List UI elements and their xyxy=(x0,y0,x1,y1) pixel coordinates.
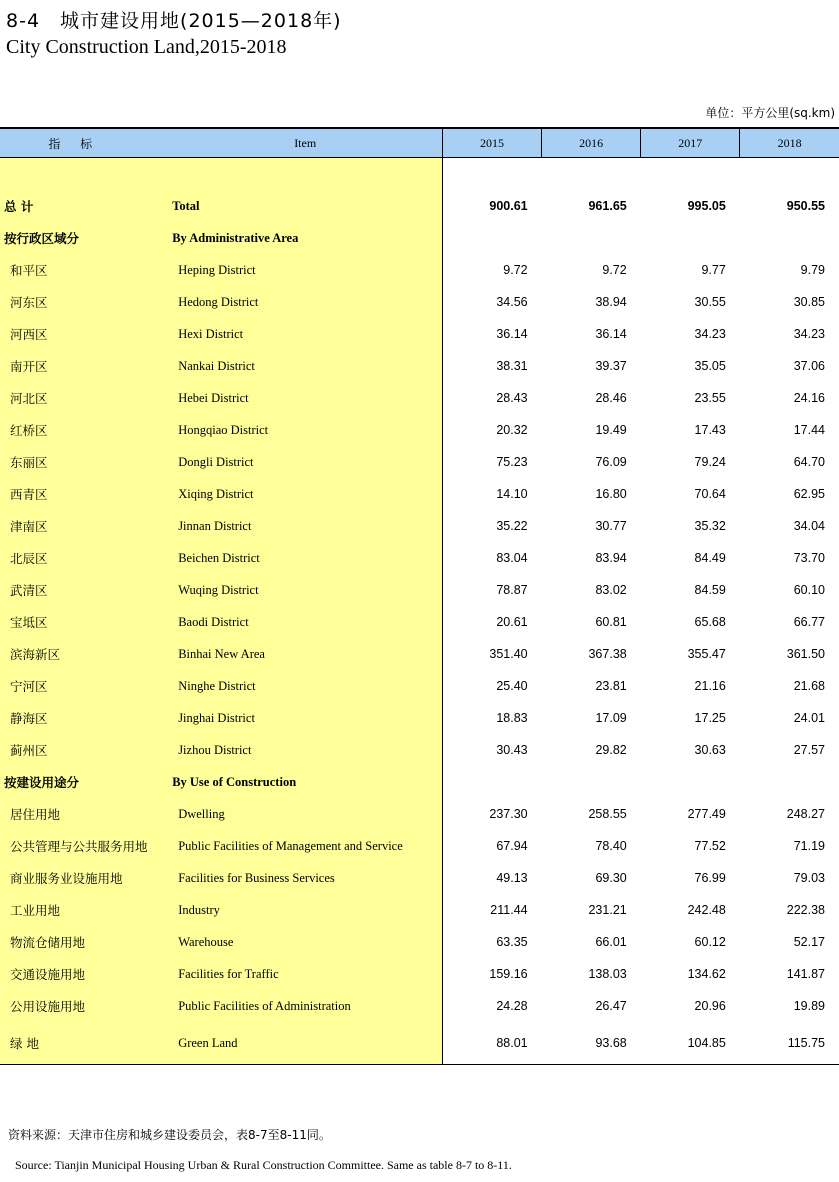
row-value-2018: 24.01 xyxy=(793,711,825,725)
header-indicator: 指 标 xyxy=(0,128,170,158)
row-value-2017: 65.68 xyxy=(694,615,726,629)
row-value-2018: 52.17 xyxy=(793,935,825,949)
table-row xyxy=(0,606,839,638)
row-value-2018 xyxy=(740,222,839,254)
row-label-en: Ninghe District xyxy=(170,670,442,702)
row-label-cn: 按建设用途分 xyxy=(0,766,170,798)
header-year: 2017 xyxy=(641,128,740,158)
row-value-2015: 28.43 xyxy=(496,391,528,405)
row-value-2015: 30.43 xyxy=(496,743,528,757)
row-label-en: Jinnan District xyxy=(170,510,442,542)
table-header xyxy=(0,128,839,158)
row-value-2015: 78.87 xyxy=(496,583,528,597)
row-value-2015: 9.72 xyxy=(503,263,528,277)
row-value-2015: 67.94 xyxy=(496,839,528,853)
row-value-2018: 30.85 xyxy=(793,295,825,309)
row-label-en: Nankai District xyxy=(170,350,442,382)
row-value-2018: 73.70 xyxy=(793,551,825,565)
row-label-en: Hexi District xyxy=(170,318,442,350)
row-value-2016: 29.82 xyxy=(595,743,627,757)
row-label-en: Green Land xyxy=(170,1022,442,1065)
row-value-2016: 258.55 xyxy=(588,807,627,821)
row-label-cn: 静海区 xyxy=(0,702,170,734)
row-value-2015 xyxy=(443,222,542,254)
row-value-2016: 16.80 xyxy=(595,487,627,501)
table-row xyxy=(0,702,839,734)
row-value-2015: 24.28 xyxy=(496,999,528,1013)
row-label-cn: 津南区 xyxy=(0,510,170,542)
table-row xyxy=(0,990,839,1022)
row-value-2017: 23.55 xyxy=(694,391,726,405)
row-value-2015: 88.01 xyxy=(443,1022,542,1065)
row-label-cn: 北辰区 xyxy=(0,542,170,574)
row-value-2015 xyxy=(443,766,542,798)
row-value-2017: 84.59 xyxy=(694,583,726,597)
row-value-2018: 64.70 xyxy=(793,455,825,469)
table-row xyxy=(0,222,839,254)
row-label-cn: 河西区 xyxy=(0,318,170,350)
row-label-cn: 按行政区域分 xyxy=(0,222,170,254)
row-value-2018: 34.23 xyxy=(793,327,825,341)
row-value-2017 xyxy=(641,766,740,798)
row-value-2018: 248.27 xyxy=(786,807,825,821)
row-value-2017: 79.24 xyxy=(694,455,726,469)
row-value-2018: 79.03 xyxy=(793,871,825,885)
row-value-2015: 900.61 xyxy=(489,199,528,213)
row-label-en: Heping District xyxy=(170,254,442,286)
table-row xyxy=(0,1022,839,1065)
row-value-2016: 231.21 xyxy=(588,903,627,917)
row-label-cn: 居住用地 xyxy=(0,798,170,830)
row-label-cn: 河东区 xyxy=(0,286,170,318)
row-label-cn: 东丽区 xyxy=(0,446,170,478)
table-row xyxy=(0,734,839,766)
row-value-2017: 20.96 xyxy=(694,999,726,1013)
row-label-en: By Use of Construction xyxy=(170,766,442,798)
row-value-2015: 159.16 xyxy=(489,967,528,981)
row-label-en: Hongqiao District xyxy=(170,414,442,446)
row-value-2017: 77.52 xyxy=(694,839,726,853)
table-row xyxy=(0,830,839,862)
row-label-cn: 河北区 xyxy=(0,382,170,414)
page-title-en: City Construction Land,2015-2018 xyxy=(6,36,287,58)
row-value-2018: 17.44 xyxy=(793,423,825,437)
row-value-2018: 60.10 xyxy=(793,583,825,597)
table-row xyxy=(0,766,839,798)
row-label-en: Jizhou District xyxy=(170,734,442,766)
row-value-2015: 35.22 xyxy=(496,519,528,533)
row-value-2016: 26.47 xyxy=(595,999,627,1013)
row-label-cn: 绿 地 xyxy=(0,1022,170,1065)
row-value-2018: 222.38 xyxy=(786,903,825,917)
row-label-en: Warehouse xyxy=(170,926,442,958)
row-value-2017 xyxy=(641,222,740,254)
row-value-2017: 70.64 xyxy=(694,487,726,501)
row-label-cn: 公用设施用地 xyxy=(0,990,170,1022)
table-row xyxy=(0,190,839,222)
row-label-en: Facilities for Traffic xyxy=(170,958,442,990)
table-row xyxy=(0,318,839,350)
row-value-2015: 25.40 xyxy=(496,679,528,693)
row-value-2018 xyxy=(740,766,839,798)
row-value-2018: 27.57 xyxy=(793,743,825,757)
row-label-en: Dwelling xyxy=(170,798,442,830)
row-value-2017: 9.77 xyxy=(701,263,726,277)
row-value-2017: 76.99 xyxy=(694,871,726,885)
header-year: 2015 xyxy=(443,128,542,158)
row-label-cn: 物流仓储用地 xyxy=(0,926,170,958)
row-value-2016: 36.14 xyxy=(595,327,627,341)
row-label-cn: 公共管理与公共服务用地 xyxy=(0,830,170,862)
row-value-2016 xyxy=(542,766,641,798)
row-label-cn: 商业服务业设施用地 xyxy=(0,862,170,894)
row-label-en: Wuqing District xyxy=(170,574,442,606)
row-value-2018: 66.77 xyxy=(793,615,825,629)
row-value-2015: 38.31 xyxy=(496,359,528,373)
row-value-2018: 141.87 xyxy=(786,967,825,981)
table-row xyxy=(0,638,839,670)
table-row xyxy=(0,798,839,830)
row-value-2015: 351.40 xyxy=(489,647,528,661)
header-year: 2018 xyxy=(740,128,839,158)
row-value-2015: 36.14 xyxy=(496,327,528,341)
row-label-en: Industry xyxy=(170,894,442,926)
row-value-2018: 21.68 xyxy=(793,679,825,693)
row-value-2017: 242.48 xyxy=(687,903,726,917)
row-label-cn: 宁河区 xyxy=(0,670,170,702)
row-value-2017: 35.05 xyxy=(694,359,726,373)
row-value-2016: 28.46 xyxy=(595,391,627,405)
row-value-2016: 19.49 xyxy=(595,423,627,437)
row-label-cn: 宝坻区 xyxy=(0,606,170,638)
row-value-2016: 66.01 xyxy=(595,935,627,949)
row-label-en: Hebei District xyxy=(170,382,442,414)
row-value-2016 xyxy=(542,222,641,254)
row-value-2017: 134.62 xyxy=(687,967,726,981)
header-year: 2016 xyxy=(542,128,641,158)
row-value-2016: 93.68 xyxy=(542,1022,641,1065)
table-row xyxy=(0,478,839,510)
row-label-cn: 红桥区 xyxy=(0,414,170,446)
row-value-2015: 14.10 xyxy=(496,487,528,501)
row-value-2016: 76.09 xyxy=(595,455,627,469)
row-value-2018: 950.55 xyxy=(786,199,825,213)
row-label-en: Total xyxy=(170,190,442,222)
table-row xyxy=(0,894,839,926)
table-row xyxy=(0,446,839,478)
row-value-2015: 49.13 xyxy=(496,871,528,885)
row-value-2016: 961.65 xyxy=(588,199,627,213)
row-value-2017: 21.16 xyxy=(694,679,726,693)
row-value-2015: 20.32 xyxy=(496,423,528,437)
table-row xyxy=(0,670,839,702)
row-value-2015: 20.61 xyxy=(496,615,528,629)
table-body xyxy=(0,158,839,1065)
row-value-2015: 83.04 xyxy=(496,551,528,565)
table-spacer-row xyxy=(0,158,839,191)
row-label-cn: 滨海新区 xyxy=(0,638,170,670)
row-value-2016: 83.02 xyxy=(595,583,627,597)
row-value-2017: 30.63 xyxy=(694,743,726,757)
row-value-2015: 211.44 xyxy=(490,903,528,917)
row-value-2018: 9.79 xyxy=(800,263,825,277)
row-label-cn: 西青区 xyxy=(0,478,170,510)
row-label-cn: 蓟州区 xyxy=(0,734,170,766)
row-value-2017: 17.43 xyxy=(694,423,726,437)
row-value-2017: 995.05 xyxy=(687,199,726,213)
row-value-2016: 23.81 xyxy=(595,679,627,693)
row-value-2015: 18.83 xyxy=(496,711,528,725)
row-label-en: Hedong District xyxy=(170,286,442,318)
row-label-cn: 武清区 xyxy=(0,574,170,606)
row-value-2015: 34.56 xyxy=(496,295,528,309)
data-table xyxy=(0,127,839,1065)
row-label-en: Binhai New Area xyxy=(170,638,442,670)
row-value-2017: 35.32 xyxy=(694,519,726,533)
row-label-en: Xiqing District xyxy=(170,478,442,510)
table-row xyxy=(0,958,839,990)
row-value-2018: 115.75 xyxy=(740,1022,839,1065)
unit-label: 单位：平方公里(sq.km) xyxy=(705,106,835,120)
row-label-en: Beichen District xyxy=(170,542,442,574)
row-value-2016: 60.81 xyxy=(595,615,627,629)
row-value-2016: 69.30 xyxy=(595,871,627,885)
row-value-2016: 367.38 xyxy=(588,647,627,661)
row-value-2018: 34.04 xyxy=(793,519,825,533)
row-value-2017: 104.85 xyxy=(641,1022,740,1065)
row-value-2015: 63.35 xyxy=(496,935,528,949)
table-row xyxy=(0,926,839,958)
row-label-en: By Administrative Area xyxy=(170,222,442,254)
table-row xyxy=(0,542,839,574)
table-row xyxy=(0,510,839,542)
row-label-en: Public Facilities of Administration xyxy=(170,990,442,1022)
row-value-2017: 277.49 xyxy=(687,807,726,821)
page-title-cn: 8-4 城市建设用地(2015—2018年) xyxy=(6,10,342,32)
row-value-2018: 24.16 xyxy=(793,391,825,405)
row-value-2018: 19.89 xyxy=(793,999,825,1013)
row-value-2016: 39.37 xyxy=(595,359,627,373)
table-row xyxy=(0,254,839,286)
row-value-2016: 78.40 xyxy=(595,839,627,853)
table-row xyxy=(0,414,839,446)
row-value-2016: 17.09 xyxy=(595,711,627,725)
source-note-en: Source: Tianjin Municipal Housing Urban & Rural Construction Committee. Same as table 8-7 to 8-11. xyxy=(15,1158,512,1172)
table-row xyxy=(0,350,839,382)
row-label-cn: 和平区 xyxy=(0,254,170,286)
row-value-2018: 361.50 xyxy=(786,647,825,661)
row-value-2016: 9.72 xyxy=(602,263,627,277)
row-value-2017: 17.25 xyxy=(694,711,726,725)
row-label-en: Facilities for Business Services xyxy=(170,862,442,894)
row-value-2016: 38.94 xyxy=(595,295,627,309)
data-table-container xyxy=(0,127,839,1065)
table-row xyxy=(0,286,839,318)
row-label-cn: 总 计 xyxy=(0,190,170,222)
row-value-2018: 37.06 xyxy=(793,359,825,373)
source-note-cn: 资料来源：天津市住房和城乡建设委员会，表8-7至8-11同。 xyxy=(8,1128,331,1142)
row-value-2017: 84.49 xyxy=(694,551,726,565)
row-value-2017: 60.12 xyxy=(694,935,726,949)
row-value-2018: 62.95 xyxy=(793,487,825,501)
row-label-cn: 南开区 xyxy=(0,350,170,382)
row-value-2016: 83.94 xyxy=(595,551,627,565)
row-value-2018: 71.19 xyxy=(793,839,825,853)
row-label-en: Dongli District xyxy=(170,446,442,478)
row-value-2015: 237.30 xyxy=(489,807,528,821)
row-value-2017: 34.23 xyxy=(694,327,726,341)
row-label-cn: 工业用地 xyxy=(0,894,170,926)
table-row xyxy=(0,862,839,894)
row-value-2016: 138.03 xyxy=(588,967,627,981)
row-value-2017: 30.55 xyxy=(694,295,726,309)
row-value-2016: 30.77 xyxy=(595,519,627,533)
header-item: Item xyxy=(170,128,442,158)
row-label-cn: 交通设施用地 xyxy=(0,958,170,990)
table-row xyxy=(0,382,839,414)
row-label-en: Jinghai District xyxy=(170,702,442,734)
row-label-en: Baodi District xyxy=(170,606,442,638)
table-row xyxy=(0,574,839,606)
row-value-2017: 355.47 xyxy=(687,647,726,661)
row-label-en: Public Facilities of Management and Service xyxy=(170,830,442,862)
row-value-2015: 75.23 xyxy=(496,455,528,469)
